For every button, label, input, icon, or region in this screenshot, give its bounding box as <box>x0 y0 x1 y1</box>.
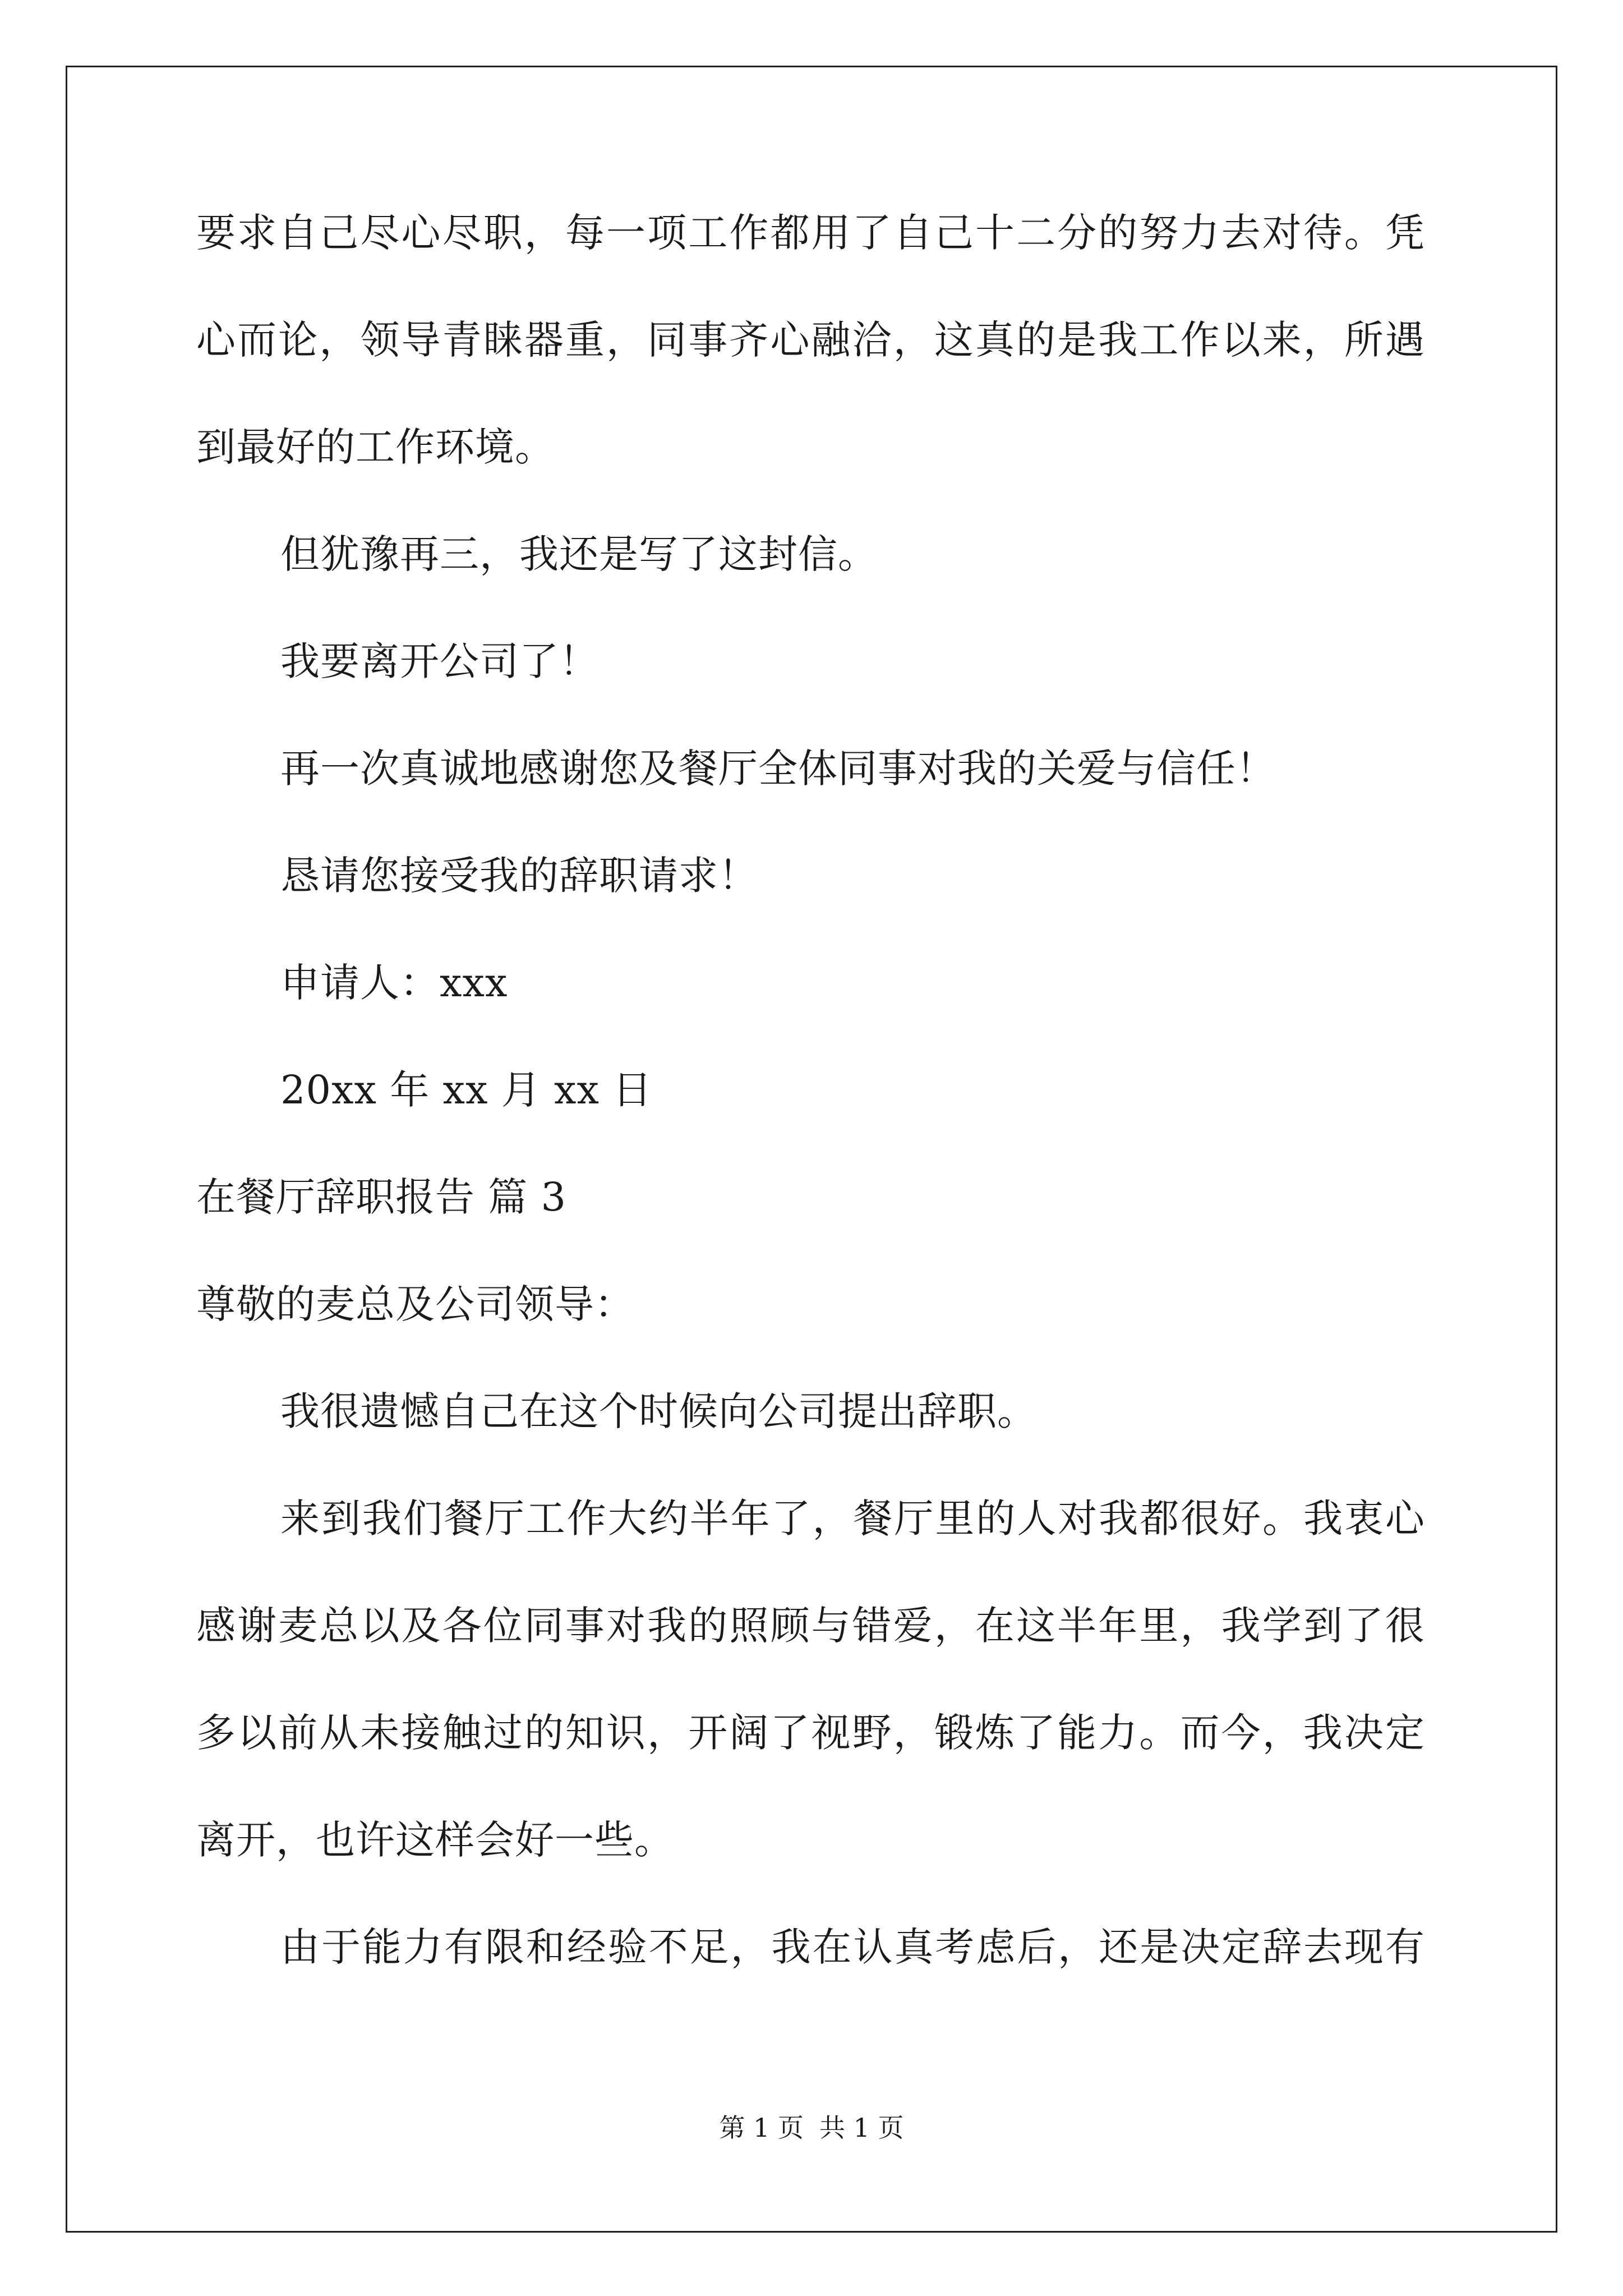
section-heading: 在餐厅辞职报告 篇 3 <box>196 1174 567 1220</box>
page-number: 第 1 页 <box>719 2113 804 2143</box>
paragraph-line: 但犹豫再三，我还是写了这封信。 <box>280 531 878 577</box>
paragraph-line: 我很遗憾自己在这个时候向公司提出辞职。 <box>280 1388 1037 1434</box>
paragraph-line: 到最好的工作环境。 <box>196 424 555 470</box>
paragraph-line: 由于能力有限和经验不足，我在认真考虑后，还是决定辞去现有 <box>280 1924 1424 1970</box>
paragraph-line: 我要离开公司了！ <box>280 638 599 684</box>
paragraph-line: 离开，也许这样会好一些。 <box>196 1817 674 1863</box>
paragraph-line: 要求自己尽心尽职，每一项工作都用了自己十二分的努力去对待。凭 <box>196 210 1424 256</box>
page-footer <box>0 2115 1623 2141</box>
paragraph-line: 多以前从未接触过的知识，开阔了视野，锻炼了能力。而今，我决定 <box>196 1710 1424 1756</box>
paragraph-line: 心而论，领导青睐器重，同事齐心融洽，这真的是我工作以来，所遇 <box>196 317 1424 363</box>
paragraph-line: 恳请您接受我的辞职请求！ <box>280 853 758 899</box>
page-total: 共 1 页 <box>819 2113 904 2143</box>
page-border <box>66 66 1557 2233</box>
paragraph-line: 来到我们餐厅工作大约半年了，餐厅里的人对我都很好。我衷心 <box>280 1496 1424 1542</box>
salutation: 尊敬的麦总及公司领导： <box>196 1281 634 1327</box>
paragraph-line: 感谢麦总以及各位同事对我的照顾与错爱，在这半年里，我学到了很 <box>196 1603 1424 1649</box>
signature-applicant: 申请人：xxx <box>280 960 508 1006</box>
signature-date: 20xx 年 xx 月 xx 日 <box>280 1067 653 1113</box>
paragraph-line: 再一次真诚地感谢您及餐厅全体同事对我的关爱与信任！ <box>280 746 1276 792</box>
